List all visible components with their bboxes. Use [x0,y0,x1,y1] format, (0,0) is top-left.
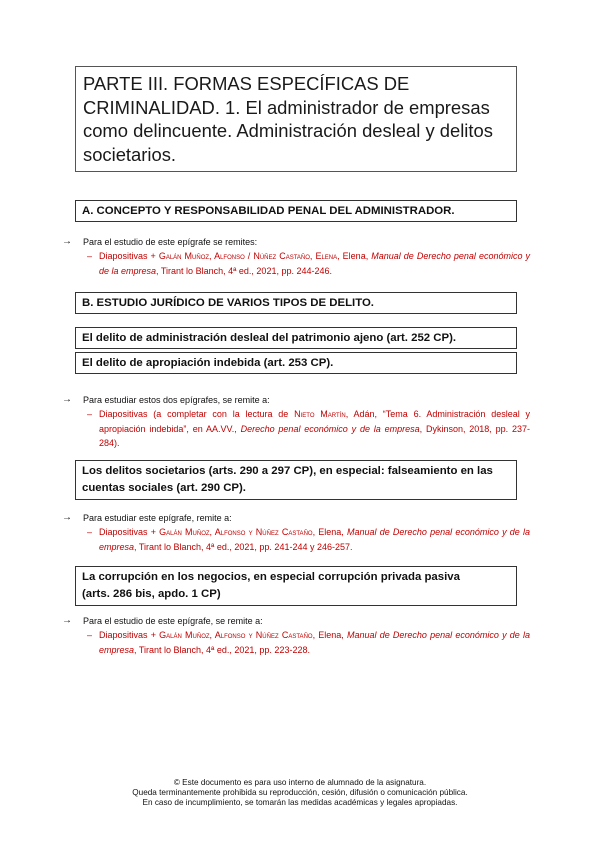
reference-item: – Diapositivas + Galán Muñoz, Alfonso / Núñez Castaño, Elena, Elena, Manual de Derecho penal económico y de la empresa, Tirant lo Blanch, 4ª ed., 2021, pp. 244-246. [87,251,530,276]
reference-block-4 [60,614,530,657]
reference-item: – Diapositivas (a completar con la lectura de Nieto Martín, Adán, “Tema 6. Administración desleal y apropiación indebida”, en AA.VV., Derecho penal económico y de la empresa, Dykinson, 2018, pp. 237-284). [87,409,530,448]
reference-lead: → Para el estudio de este epígrafe, se remite a: [60,614,530,628]
subsection-heading-apropiacion-indebida: El delito de apropiación indebida (art. 253 CP). [75,352,517,374]
arrow-right-icon: → [62,236,72,247]
part-title: PARTE III. FORMAS ESPECÍFICAS DE CRIMINALIDAD. 1. El administrador de empresas como delincuente. Administración desleal y delitos societarios. [75,66,517,172]
reference-lead: → Para estudiar este epígrafe, remite a: [60,511,530,525]
footer-line: En caso de incumplimiento, se tomarán las medidas académicas y legales apropiadas. [142,798,458,808]
subsection-heading-delitos-societarios: Los delitos societarios (arts. 290 a 297 CP), en especial: falseamiento en las cuentas sociales (art. 290 CP). [75,460,517,500]
reference-block-3 [60,511,530,554]
dash-bullet: – [87,630,93,641]
reference-lead: → Para estudiar estos dos epígrafes, se remite a: [60,393,530,407]
reference-lead: → Para el estudio de este epígrafe se remites: [60,235,530,249]
arrow-right-icon: → [62,512,72,523]
subsection-heading-corrupcion-negocios: La corrupción en los negocios, en especial corrupción privada pasiva (arts. 286 bis, apdo. 1 CP) [75,566,517,606]
dash-bullet: – [87,409,93,420]
footer-line: Queda terminantemente prohibida su reproducción, cesión, difusión o comunicación pública. [132,788,468,798]
subsection-heading-administracion-desleal: El delito de administración desleal del patrimonio ajeno (art. 252 CP). [75,327,517,349]
section-heading-a: A. CONCEPTO Y RESPONSABILIDAD PENAL DEL ADMINISTRADOR. [75,200,517,222]
dash-bullet: – [87,527,93,538]
reference-block-2 [60,393,530,450]
reference-item: – Diapositivas + Galán Muñoz, Alfonso y Núñez Castaño, Elena, Manual de Derecho penal económico y de la empresa, Tirant lo Blanch, 4ª ed., 2021, pp. 223-228. [87,630,530,655]
reference-block-1 [60,235,530,278]
footer-line: © Este documento es para uso interno de alumnado de la asignatura. [173,778,427,787]
dash-bullet: – [87,251,93,262]
arrow-right-icon: → [62,615,72,626]
copyright-footer [0,778,600,809]
section-heading-b: B. ESTUDIO JURÍDICO DE VARIOS TIPOS DE DELITO. [75,292,517,314]
arrow-right-icon: → [62,394,72,405]
reference-item: – Diapositivas + Galán Muñoz, Alfonso y Núñez Castaño, Elena, Manual de Derecho penal económico y de la empresa, Tirant lo Blanch, 4ª ed., 2021, pp. 241-244 y 246-257. [87,527,530,552]
